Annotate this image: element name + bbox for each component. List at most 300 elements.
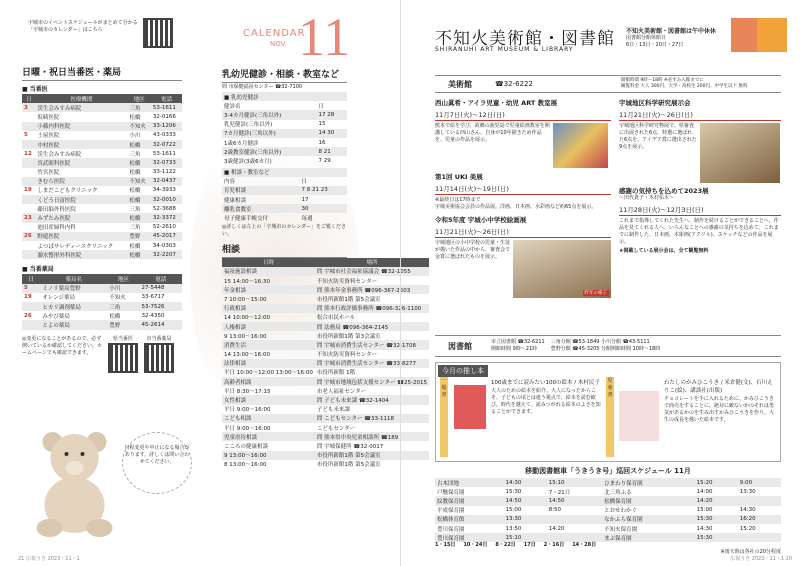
ex-note: ★掲載している展示会は、全て観覧無料 xyxy=(619,248,709,254)
table-row xyxy=(222,168,347,177)
table-cell: 豊野 xyxy=(127,232,151,241)
table-row xyxy=(222,432,429,441)
ex1-artwork xyxy=(553,123,608,168)
table-cell: 行政相談 xyxy=(222,304,315,313)
table-cell: 15:30 xyxy=(695,515,738,524)
table-row xyxy=(22,320,182,329)
lib-tel-toyono: 豊野分館 ☎45-3205 分館開館時間 10時〜18時 xyxy=(550,346,661,352)
table-cell: 不知火 xyxy=(127,122,151,131)
table-cell: こどもセンター xyxy=(316,425,356,432)
table-cell: 三角 xyxy=(129,225,141,232)
table-cell: 15:20 xyxy=(695,478,738,487)
col-day: 日 xyxy=(22,94,35,103)
table-row xyxy=(222,110,347,119)
ex1-date: 11月7日(火)〜12日(日) xyxy=(435,109,611,121)
table-row xyxy=(222,204,347,213)
table-cell: 育児相談 xyxy=(222,186,300,195)
table-cell: 不知火防災資料センター xyxy=(316,352,378,359)
table-cell: 野遊医院 xyxy=(35,232,127,241)
table-cell: 問 宇城保健所 ☎32-0017 xyxy=(316,443,384,450)
table-cell: 三角 xyxy=(127,103,151,112)
table-cell xyxy=(22,250,35,259)
table-cell: 問 熊本年金事務所 ☎096-367-2503 xyxy=(315,285,429,294)
table-cell: 小川 xyxy=(129,133,141,140)
table-cell: 坂崎医院 xyxy=(37,114,60,121)
notes: ◎変更になることがあるので、必ず開いているか確認してください。ホームページでも確認できます。 xyxy=(22,335,103,356)
table-cell: 26 xyxy=(22,232,35,241)
table-row xyxy=(222,460,429,469)
table-cell: 33-1206 xyxy=(151,122,182,131)
ex3-photo xyxy=(513,240,611,298)
ex5-title: 感謝の気持ちを込めて2023展 xyxy=(619,187,709,195)
table-row xyxy=(22,250,182,259)
table-cell: 30 xyxy=(300,204,347,213)
table-cell: 32-0722 xyxy=(151,140,182,149)
table-cell: 平成保育園 xyxy=(437,508,465,515)
table-cell: 14:50 xyxy=(504,496,547,505)
calendar-qr-code[interactable] xyxy=(143,18,173,48)
col-day: 日 xyxy=(22,274,40,283)
table-cell xyxy=(547,533,602,542)
ex3-text: 宇城地区の小中学校の児童・生徒が描いた作品の中から、審査会で金賞に選ばれたものを展示。 xyxy=(435,240,511,260)
table-cell: 7 29 xyxy=(318,157,331,164)
table-cell: 三角 xyxy=(129,206,141,213)
table-cell: 9 13:00〜16:00 xyxy=(224,333,267,340)
table-cell: 3歳健診(3歳6カ月) xyxy=(224,158,272,165)
table-cell: 32-0437 xyxy=(151,177,182,186)
table-cell: 1歳6カ月健診 xyxy=(224,140,259,147)
table-cell: 問 宇城市消費生活センター ☎33-8277 xyxy=(315,359,429,368)
table-cell: 松合市民ホール xyxy=(316,315,356,322)
infant-note: ◎詳しくは左上の「宇城市のカレンダー」をご覧ください。 xyxy=(222,223,347,237)
table-row xyxy=(22,195,182,204)
table-cell: 不知火 xyxy=(127,177,151,186)
photo-label: 昨年の様子 xyxy=(584,291,607,296)
ex4-photo xyxy=(700,123,780,183)
table-row xyxy=(435,515,781,524)
table-cell: 母子健康手帳交付 xyxy=(224,216,269,223)
table-cell: 女性相談 xyxy=(222,395,315,404)
table-row xyxy=(222,129,347,138)
table-cell: 松橋 xyxy=(109,313,121,320)
table-cell: 15:00 xyxy=(696,507,713,514)
table-cell: 濁水整形外科医院 xyxy=(35,250,127,259)
table-cell: 松橋 xyxy=(127,195,151,204)
table-row xyxy=(222,213,347,222)
table-cell xyxy=(547,515,602,524)
table-cell: 32-0166 xyxy=(152,113,176,120)
table-row xyxy=(222,92,347,101)
table-cell: 子ども未来課 xyxy=(316,407,350,414)
sched-day: 8・22日 xyxy=(495,542,516,549)
table-row xyxy=(22,122,182,131)
book2-title: わたしのかみひこうき / 米倉健(文)、石川えりこ(絵)、講談社(出版) xyxy=(664,380,773,394)
table-cell: 19 xyxy=(24,187,32,194)
table-cell xyxy=(22,140,35,149)
table-cell: 渓生会みすみ病院 xyxy=(35,103,127,112)
table-cell: ひまわり保育園 xyxy=(602,478,694,487)
table-cell: 9 13:00〜16:00 xyxy=(222,451,315,460)
art-head: 美術館 xyxy=(448,79,472,89)
table-cell: 8 21 xyxy=(317,147,347,156)
table-row xyxy=(222,156,347,165)
table-cell: 16 xyxy=(318,139,326,146)
pharmacy-table xyxy=(22,274,182,329)
table-cell: 豊川保育園 xyxy=(437,526,465,533)
table-cell: 北三角ふる xyxy=(604,489,632,496)
table-cell: 8:50 xyxy=(548,507,562,514)
table-cell: 32-0010 xyxy=(151,195,182,204)
table-cell xyxy=(22,122,35,131)
table-cell: 14:30 xyxy=(504,478,547,487)
sched-day: 17日 xyxy=(523,542,536,549)
consult-title: 相談 xyxy=(222,242,347,258)
table-cell: みずたみ医院 xyxy=(35,213,127,222)
sched-day: 14・28日 xyxy=(572,542,597,549)
table-cell: 32-2207 xyxy=(151,250,182,259)
notice-bubble: 日程変更や中止になる場合があります。詳しくは問い合わせてください。 xyxy=(122,432,192,494)
table-cell: 問 熊本県中央児童相談所 ☎189 xyxy=(315,432,429,441)
lib-tel-ogawa: 小川分館 ☎43-5111 xyxy=(601,339,650,345)
holiday-title: 日曜・祝日当番医・薬局 xyxy=(22,65,182,81)
table-row xyxy=(22,149,182,158)
col-time: 日時 xyxy=(222,258,315,267)
table-cell: 高齢者相談 xyxy=(222,377,315,386)
table-row xyxy=(222,195,347,204)
table-row xyxy=(22,223,182,232)
table-cell: くどう日富医院 xyxy=(35,195,127,204)
table-cell: 32-3372 xyxy=(151,213,182,222)
table-cell: 中村医院 xyxy=(35,140,127,149)
ex2-title: 第1回 UKI 美展 xyxy=(435,173,483,181)
table-cell: 平日 9:00〜16:00 xyxy=(224,425,271,432)
table-cell: 52-2610 xyxy=(152,224,176,231)
table-cell: こころの健康相談 xyxy=(224,443,269,450)
table-cell: 43-0333 xyxy=(152,132,176,139)
table-cell: ヒカリ調剤薬局 xyxy=(40,302,107,311)
calendar-sub: NOV. xyxy=(270,40,287,48)
table-cell xyxy=(22,223,35,232)
table-cell: 15:30 xyxy=(505,488,522,495)
table-cell: 松橋 xyxy=(127,140,151,149)
sdgs-badge-2 xyxy=(757,18,787,52)
qr-label-pharmacy: 市当番薬局 xyxy=(146,335,172,342)
sched-month: 11月 xyxy=(674,467,691,475)
table-row xyxy=(22,302,182,311)
table-cell: 市役所新館 1階 xyxy=(316,370,356,377)
table-cell: 市役所新館1階 第5会議室 xyxy=(316,296,381,303)
table-cell: よつばサレディースクリニック xyxy=(37,243,114,250)
table-cell: 日 xyxy=(301,179,308,186)
art-tel: ☎32-6222 xyxy=(495,80,533,88)
pharm-head: ■ 当番薬局 xyxy=(22,266,54,274)
table-cell: 不知火防災資料センター xyxy=(316,278,378,285)
table-cell xyxy=(22,320,40,329)
infant-title: 乳幼児健診・相談・教室など xyxy=(222,67,347,83)
table-row xyxy=(22,213,182,222)
col-phone: 電話 xyxy=(151,94,182,103)
table-cell: 問 こどもセンター ☎33-1118 xyxy=(315,414,429,423)
table-row xyxy=(222,405,429,414)
table-row xyxy=(222,340,429,349)
table-cell: 豊川保育園 xyxy=(435,533,504,542)
table-cell: 8 13:00〜16:00 xyxy=(224,462,267,469)
ex2-date: 11月14日(火)〜19日(日) xyxy=(435,183,611,195)
table-row xyxy=(222,267,429,276)
ex1-title: 西山眞希・アイラ児童・幼児 ART 教室展 xyxy=(435,99,558,107)
table-row xyxy=(435,506,781,515)
table-row xyxy=(22,232,182,241)
table-row xyxy=(22,204,182,213)
table-cell: 13:30 xyxy=(504,515,547,524)
table-cell: 14:30 xyxy=(739,507,756,514)
table-cell: 健康相談 xyxy=(224,197,247,204)
table-cell: 内容 xyxy=(224,179,236,186)
col-place: 場所 xyxy=(315,258,429,267)
table-cell xyxy=(22,204,35,213)
table-cell xyxy=(22,112,35,121)
table-cell: 14 10:00〜12:00 xyxy=(224,315,270,322)
table-row xyxy=(22,103,182,112)
table-cell: みやび薬局 xyxy=(42,313,70,320)
table-cell: 松橋体育館 xyxy=(435,515,504,524)
table-cell: 土屋医院 xyxy=(37,133,60,140)
table-cell: 45-2017 xyxy=(151,232,182,241)
right-page xyxy=(400,0,800,566)
table-row xyxy=(222,368,429,377)
table-row xyxy=(22,140,182,149)
doctor-head: ■ 当番医 xyxy=(22,86,48,93)
class-table xyxy=(222,168,347,223)
table-cell: 市役所新館1階 第3会議室 xyxy=(316,333,381,340)
table-row xyxy=(22,241,182,250)
table-cell: とよの薬局 xyxy=(40,320,107,329)
book1-title: 100歳までに読みたい100の絵本 / 木村民子 xyxy=(491,380,600,386)
table-row xyxy=(222,386,429,395)
table-row xyxy=(435,487,781,496)
ex4-title: 宇城地区科学研究展示会 xyxy=(619,99,691,107)
table-cell: 15:10 xyxy=(504,533,547,542)
table-cell: ミノリ薬局豊野 xyxy=(40,284,107,293)
table-cell: 三角 xyxy=(129,151,141,158)
table-row xyxy=(435,496,781,505)
table-cell: 7カ月健診(三角以外) xyxy=(222,129,317,138)
table-cell xyxy=(738,496,781,505)
table-cell xyxy=(22,177,35,186)
table-cell: 3 xyxy=(22,103,35,112)
lib-head: 図書館 xyxy=(448,341,472,351)
pharmacy-qr-code[interactable] xyxy=(144,343,174,373)
table-row xyxy=(435,478,781,487)
table-cell: 9:00 xyxy=(738,478,781,487)
table-cell: 問 子ども未来課 ☎32-1404 xyxy=(315,395,429,404)
table-row xyxy=(22,168,182,177)
table-cell: 松橋保育園 xyxy=(602,496,694,505)
rec-head: 今月の推し本 xyxy=(438,365,488,377)
col-clinic: 医療機関 xyxy=(35,94,127,103)
table-row xyxy=(22,112,182,121)
qr-label-doctor: 県当番医 xyxy=(112,335,133,342)
table-cell: 健診名 xyxy=(224,103,241,110)
table-cell: 紋教保育園 xyxy=(435,496,504,505)
table-cell: 34-0303 xyxy=(152,242,176,249)
book2-cover xyxy=(619,391,659,441)
table-cell: しまだこどもクリニック xyxy=(37,188,98,195)
table-cell: 53-1611 xyxy=(151,103,182,112)
doctor-qr-code[interactable] xyxy=(108,343,138,373)
ex1-text: 熊本で絵を学び、故郷の鹿児島で児童絵画教室を開講している西山さん。自身が10年描きため作品を、児童の作品を展示。 xyxy=(435,123,550,143)
table-cell: きむら医院 xyxy=(35,177,127,186)
table-cell: 26 xyxy=(24,312,32,319)
book1-cover xyxy=(454,385,486,429)
table-cell: 松橋 xyxy=(127,213,151,222)
ex5-text: これまで指導してくれた先生へ、制作を続けることができることへ、作品を見てくれる人へ、いろんなことへの感謝の気持ちを込めて、これまでに制作した、日本画、木彫画(アクリル)、スケッチなどの作品を展示。 xyxy=(619,218,779,245)
book1-text: 大人のための絵本を紹介。大人になったからこそ、子どもの頃とは違う視点で、絵本を読む歓び。時代を越えて、読みつがれる絵本のよさを知ることができます。 xyxy=(491,388,601,415)
table-cell: 14:20 xyxy=(695,496,738,505)
table-row xyxy=(222,147,347,156)
table-row xyxy=(222,138,347,147)
table-row xyxy=(22,131,182,140)
table-cell: 14:50 xyxy=(547,496,602,505)
table-cell xyxy=(300,168,347,177)
table-row xyxy=(22,284,182,293)
table-row xyxy=(435,524,781,533)
table-row xyxy=(222,377,429,386)
table-row xyxy=(222,120,347,129)
table-cell: 不知火保育園 xyxy=(604,526,638,533)
table-cell: 52-3688 xyxy=(152,205,176,212)
table-row xyxy=(222,313,429,322)
museum-en: SHIRANUHI ART MUSEUM & LIBRARY xyxy=(435,46,574,53)
table-cell: 日 xyxy=(318,103,325,110)
table-cell: 14 13:00〜16:00 xyxy=(224,352,270,359)
table-row xyxy=(435,533,781,542)
table-cell: 小川 xyxy=(107,284,139,293)
table-cell: オレンジ薬局 xyxy=(42,295,76,302)
table-cell: 53-1611 xyxy=(152,150,176,157)
table-cell: 平日 8:30〜17:15 xyxy=(224,388,271,395)
table-cell: 問 宇城市社会福祉協議会 ☎32-1055 xyxy=(315,267,429,276)
ex2-note: ※最終日は17時まで xyxy=(435,197,481,203)
consult-table xyxy=(222,258,429,469)
table-cell: 市役所新館1階 第5会議室 xyxy=(316,462,381,469)
table-cell: 問 法務局 ☎096-364-2145 xyxy=(315,322,429,331)
table-row xyxy=(22,158,182,167)
table-row xyxy=(222,186,347,195)
museum-title: 不知火美術館・図書館 xyxy=(435,29,615,48)
table-cell: 32-0733 xyxy=(151,158,182,167)
book2-tag: 児童書 xyxy=(606,377,614,457)
table-row xyxy=(222,304,429,313)
table-cell: 13:50 xyxy=(505,525,522,532)
table-cell: 34-3933 xyxy=(152,187,176,194)
table-row xyxy=(22,311,182,320)
table-cell: 19 xyxy=(24,294,32,301)
table-row xyxy=(222,294,429,303)
schedule-table xyxy=(435,478,781,542)
table-cell: 27-5448 xyxy=(140,284,182,293)
table-cell: 松橋 xyxy=(127,158,151,167)
table-row xyxy=(22,293,182,302)
table-cell: 児童虐待相談 xyxy=(222,432,315,441)
table-cell: 2歳教室健診(三角以外) xyxy=(222,147,317,156)
table-cell: 松橋 xyxy=(129,243,141,250)
ex3-title: 令和5年度 宇城小中学校絵画展 xyxy=(435,216,527,224)
table-cell: 問 熊本行政評価事務所 ☎096-326-1100 xyxy=(315,304,429,313)
col-area: 地区 xyxy=(127,94,151,103)
table-cell: 15:00 xyxy=(505,507,522,514)
table-cell: 15 xyxy=(318,121,326,128)
table-cell: 7 10:00〜15:00 xyxy=(224,296,267,303)
table-cell: 池田産婦科内科 xyxy=(37,225,76,232)
table-cell: 古木団地 xyxy=(435,478,504,487)
table-cell: 消費生活 xyxy=(222,340,315,349)
table-cell xyxy=(22,168,35,177)
table-cell: 5 xyxy=(22,284,40,293)
table-cell: 松橋 xyxy=(127,250,151,259)
table-cell: なかふら保育園 xyxy=(602,515,694,524)
table-cell xyxy=(22,241,35,250)
sched-day: 10・24日 xyxy=(463,542,488,549)
table-cell: 戸馳保育園 xyxy=(437,489,465,496)
ex4-date: 11月21日(火)〜26日(日) xyxy=(619,109,781,121)
table-cell: 法律相談 xyxy=(222,359,315,368)
table-cell: 15:20 xyxy=(739,525,756,532)
table-cell: 小篠内科医院 xyxy=(35,122,127,131)
table-cell: 53-7526 xyxy=(140,302,182,311)
table-cell: 毎週 xyxy=(301,216,313,223)
table-cell: 三角 xyxy=(107,302,139,311)
col-area: 地区 xyxy=(107,274,139,283)
table-row xyxy=(222,101,347,110)
table-cell: とおせわかぐ xyxy=(604,508,637,515)
table-row xyxy=(222,451,429,460)
table-row xyxy=(222,177,347,186)
table-cell: 年金相談 xyxy=(222,285,315,294)
table-cell: 15 14:00〜16:30 xyxy=(224,278,270,285)
table-cell: 32-4350 xyxy=(141,312,165,319)
infant-sub: 問 市保健福祉センター ☎32-7100 xyxy=(222,84,303,90)
table-cell: 15:10 xyxy=(547,478,602,487)
ex4-text: 宇城地区科学研究物展で、県審査に出展された6点、特選に選ばれた6点を。アイデア賞に選出された9点を展示。 xyxy=(619,123,697,150)
teddy-bear-image xyxy=(22,420,127,540)
table-row xyxy=(222,441,429,450)
table-cell: 45-2614 xyxy=(140,320,182,329)
table-cell: 問 宇城市地域包括支援センター ☎25-2015 xyxy=(315,377,429,386)
table-cell xyxy=(22,302,40,311)
table-cell: 17 28 xyxy=(317,110,347,119)
table-cell: 14:20 xyxy=(548,525,565,532)
table-cell: 豊野 xyxy=(107,320,139,329)
sched-day: 1・15日 xyxy=(435,542,456,549)
table-cell: 宮武眼科医院 xyxy=(35,158,127,167)
closed-sub: 図書館分館休館日 xyxy=(626,35,667,41)
table-cell: 33-1122 xyxy=(152,169,176,176)
table-cell: 7 8 21 23 xyxy=(300,186,347,195)
table-cell: ■ 乳幼児健診 xyxy=(222,92,317,101)
table-cell: 平日 10:00〜12:00 13:00〜16:00 xyxy=(224,370,313,377)
book1-tag: 一般書 xyxy=(440,377,448,457)
table-cell: ■ 相談・教室など xyxy=(222,168,300,177)
ex5-sub: 〜田代貴子・木村佑木〜 xyxy=(619,195,675,201)
sched-day: 2・16日 xyxy=(543,542,565,549)
table-cell: 松橋 xyxy=(129,114,141,121)
table-row xyxy=(222,395,429,404)
table-row xyxy=(22,186,182,195)
calendar-label: CALENDAR xyxy=(243,28,306,39)
table-cell: 市老人福祉センター xyxy=(316,388,367,395)
table-cell: 問 宇城市消費生活センター ☎32-1708 xyxy=(315,340,429,349)
